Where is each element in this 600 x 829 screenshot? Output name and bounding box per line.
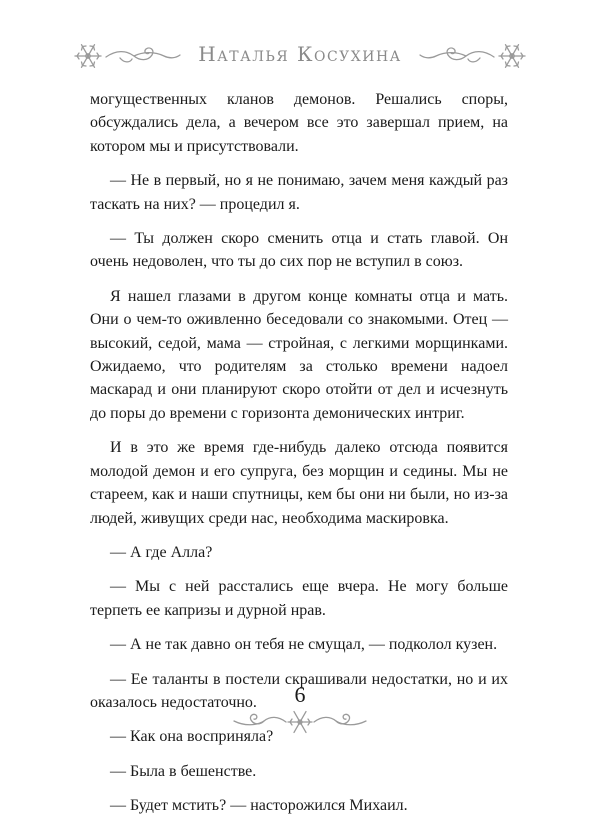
paragraph: Я нашел глазами в другом конце комнаты отца и мать. Они о чем-то оживленно беседовали со знакомыми. Отец — высокий, седой, мама — стройная, с легкими морщинками. Ожидаемо, что родителям за столько времени надоел маскарад и они планируют скоро отойти от дел и исчезнуть до поры до времени с горизонта демонических интриг. bbox=[90, 287, 508, 422]
paragraph: — Была в бешенстве. bbox=[110, 762, 257, 780]
footer-ornament-icon bbox=[220, 704, 380, 740]
paragraph: И в это же время где-нибудь далеко отсюда появится молодой демон и его супруга, без морщин и седины. Мы не стареем, как и наши спутницы, кем бы они ни были, но из-за людей, живущих среди нас, необходима маскировка. bbox=[90, 439, 508, 527]
paragraph: — Не в первый, но я не понимаю, зачем меня каждый раз таскать на них? — процедил я. bbox=[90, 172, 508, 213]
paragraph: могущественных кланов демонов. Решались споры, обсуждались дела, а вечером все это завершал прием, на котором мы и присутствовали. bbox=[90, 91, 508, 155]
header-right-ornament-icon bbox=[408, 36, 528, 76]
paragraph: — А где Алла? bbox=[110, 543, 213, 561]
running-header-author: Наталья Косухина bbox=[198, 42, 402, 66]
paragraph: — Мы с ней расстались еще вчера. Не могу больше терпеть ее капризы и дурной нрав. bbox=[90, 578, 508, 619]
paragraph: — Будет мстить? — насторожился Михаил. bbox=[110, 797, 408, 815]
paragraph: — Ты должен скоро сменить отца и стать главой. Он очень недоволен, что ты до сих пор не вступил в союз. bbox=[90, 230, 508, 271]
page-footer bbox=[0, 682, 600, 742]
paragraph: — Как она восприняла? bbox=[110, 728, 274, 746]
page-header bbox=[0, 36, 600, 76]
paragraph: — Ее таланты в постели скрашивали недостатки, но и их оказалось недостаточно. bbox=[90, 670, 508, 711]
page-number: 6 bbox=[294, 682, 306, 707]
paragraph: — А не так давно он тебя не смущал, — подколол кузен. bbox=[110, 636, 498, 654]
